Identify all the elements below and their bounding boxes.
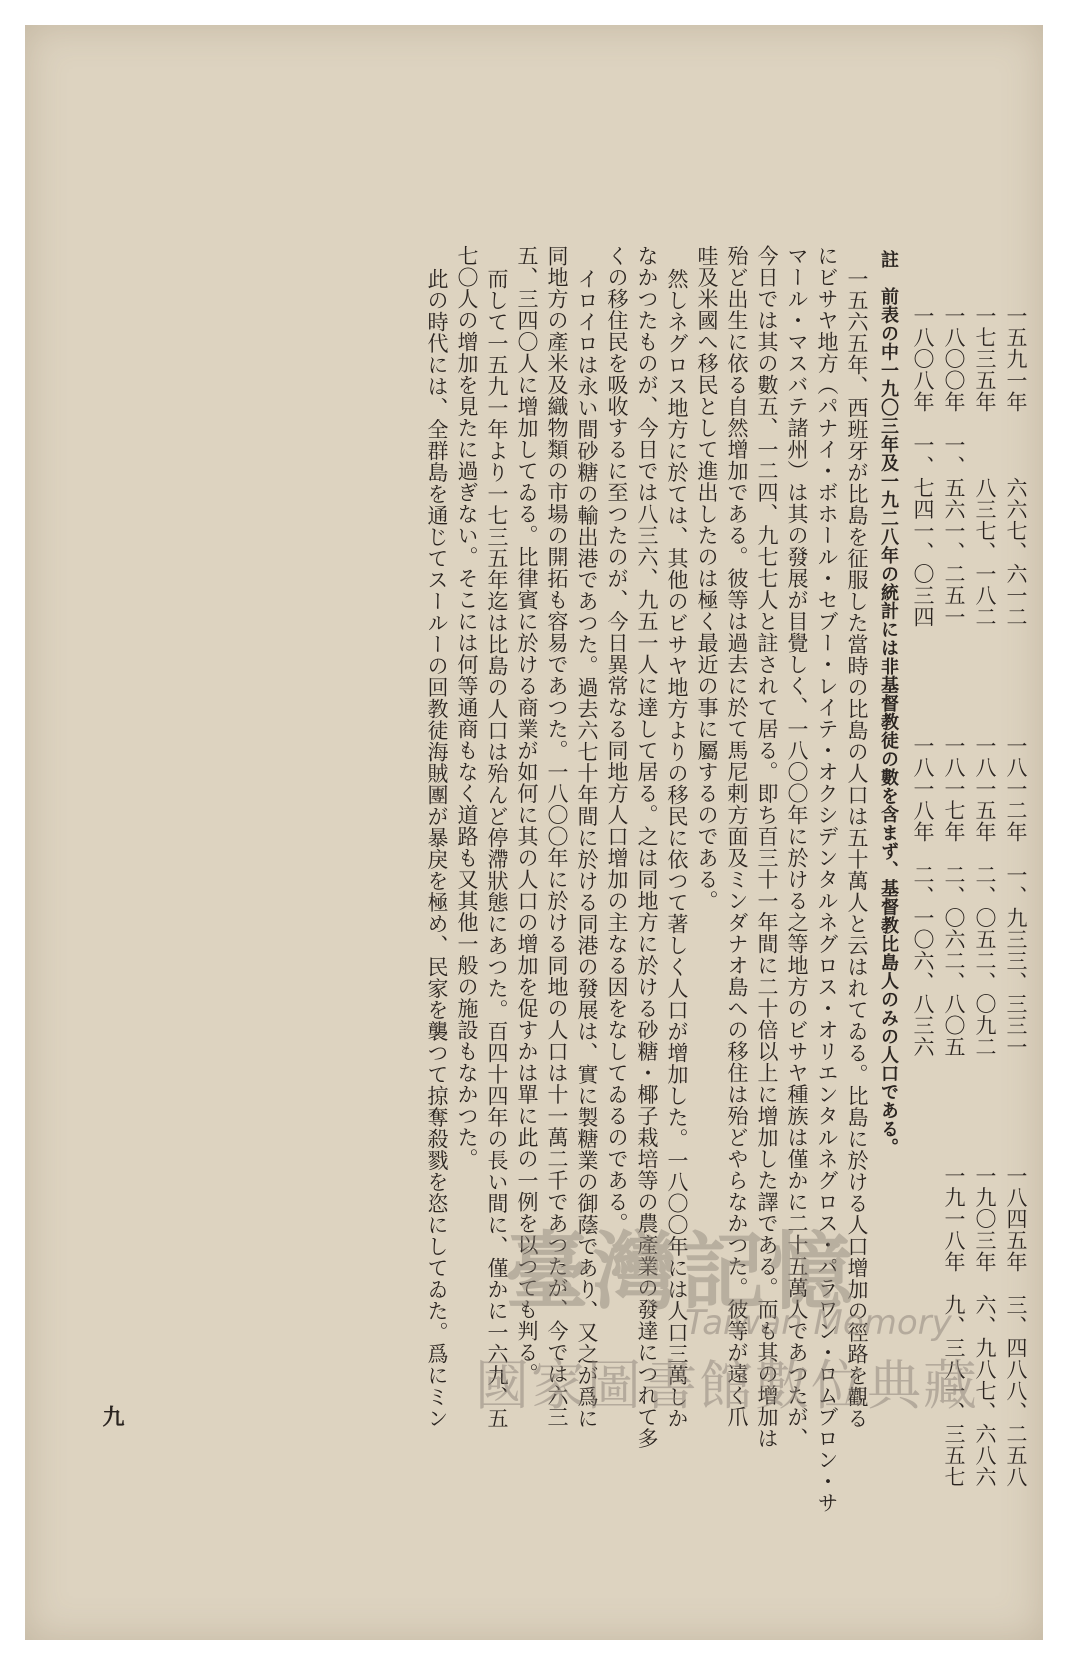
watermark-chinese: 臺灣記憶	[505, 1223, 858, 1321]
table-row-3: 一八〇〇年 一、五六一、二五一 一八一七年 二、〇六二、八〇五 一九一八年 九、三八一、三五七	[942, 305, 966, 1488]
body-line-12: 五、三四〇人に增加してゐる。比律賓に於ける商業が如何に其の人口の增加を促すかは單に此の一例を以つても判る。	[515, 245, 539, 1385]
body-line-8: なかつたものが、今日では八三六、九五一人に達して居る。之は同地方に於ける砂糖・椰子栽培等の農產業の發達につれて多	[635, 245, 659, 1449]
page-number: 九	[99, 1405, 125, 1427]
table-row-1: 一五九一年 六六七、六一二 一八一二年 一、九三三、三三一 一八四五年 三、四八八、二五八	[1004, 305, 1028, 1488]
body-line-11: 同地方の產米及織物類の市場の開拓も容易であつた。一八〇〇年に於ける同地の人口は十一萬二千であつたが、今では六三	[545, 245, 569, 1428]
table-note: 註 前表の中一九〇三年及一九二八年の統計には非基督教徒の數を含まず、基督教比島人のみの人口である。	[878, 250, 899, 1157]
watermark-subtitle: 國家圖書館數位典藏	[475, 1354, 979, 1417]
body-line-15: 此の時代には、全群島を通じてスールーの回教徒海賊團が暴戾を極め、民家を襲つて掠奪殺戮を恣にしてゐた。爲にミン	[425, 268, 449, 1429]
body-line-1: 一五六五年、西班牙が比島を征服した當時の比島の人口は五十萬人と云はれてゐる。比島に於ける人口增加の徑路を觀る	[845, 268, 869, 1429]
body-line-14: 七〇人の增加を見たに過ぎない。そこには何等通商もなく道路も又其他一般の施設もなかつた。	[455, 245, 479, 1170]
table-row-2: 一七三五年 八三七、一八二 一八一五年 二、〇五二、〇九二 一九〇三年 六、九八七、六八六	[973, 305, 997, 1488]
body-line-7: 然しネグロス地方に於ては、其他のビサヤ地方よりの移民に依つて著しく人口が增加した。一八〇〇年には人口三萬しか	[665, 268, 689, 1429]
body-line-5: 殆ど出生に依る自然增加である。彼等は過去に於て馬尼剌方面及ミンダナオ島への移住は殆どやらなかつた。彼等が遠く爪	[725, 245, 749, 1428]
body-line-6: 哇及米國へ移民として進出したのは極く最近の事に屬するのである。	[695, 245, 719, 912]
body-line-9: くの移住民を吸收するに至つたのが、今日異常なる同地方人口增加の主なる因をなしてゐるのである。	[605, 245, 629, 1234]
body-line-3: マール・マスバテ諸州）は其の發展が目覺しく、一八〇〇年に於ける之等地方のビサヤ種族は僅かに二十五萬人であつたが、	[785, 245, 809, 1449]
table-row-4: 一八〇八年 一、七四一、〇三四 一八一八年 二、一〇六、八三六	[911, 305, 935, 1058]
body-line-13: 而して一五九一年より一七三五年迄は比島の人口は殆んど停滯狀態にあつた。百四十四年の長い間に、僅かに一六九、五	[485, 268, 509, 1429]
watermark-english: Taiwan Memory	[685, 1303, 952, 1343]
body-line-10: イロイロは永い間砂糖の輸出港であつた。過去六七十年間に於ける同港の發展は、實に製糖業の御蔭であり、又之が爲に	[575, 268, 599, 1429]
book-page	[25, 25, 1043, 1640]
body-line-4: 今日では其の數五、一二四、九七七人と註されて居る。即ち百三十一年間に二十倍以上に增加した譯である。而も其の增加は	[755, 245, 779, 1449]
body-line-2: にビサヤ地方（パナイ・ボホール・セブー・レイテ・オクシデンタルネグロス・オリエンタルネグロス・パラワン・ロムブロン・サ	[815, 245, 839, 1514]
